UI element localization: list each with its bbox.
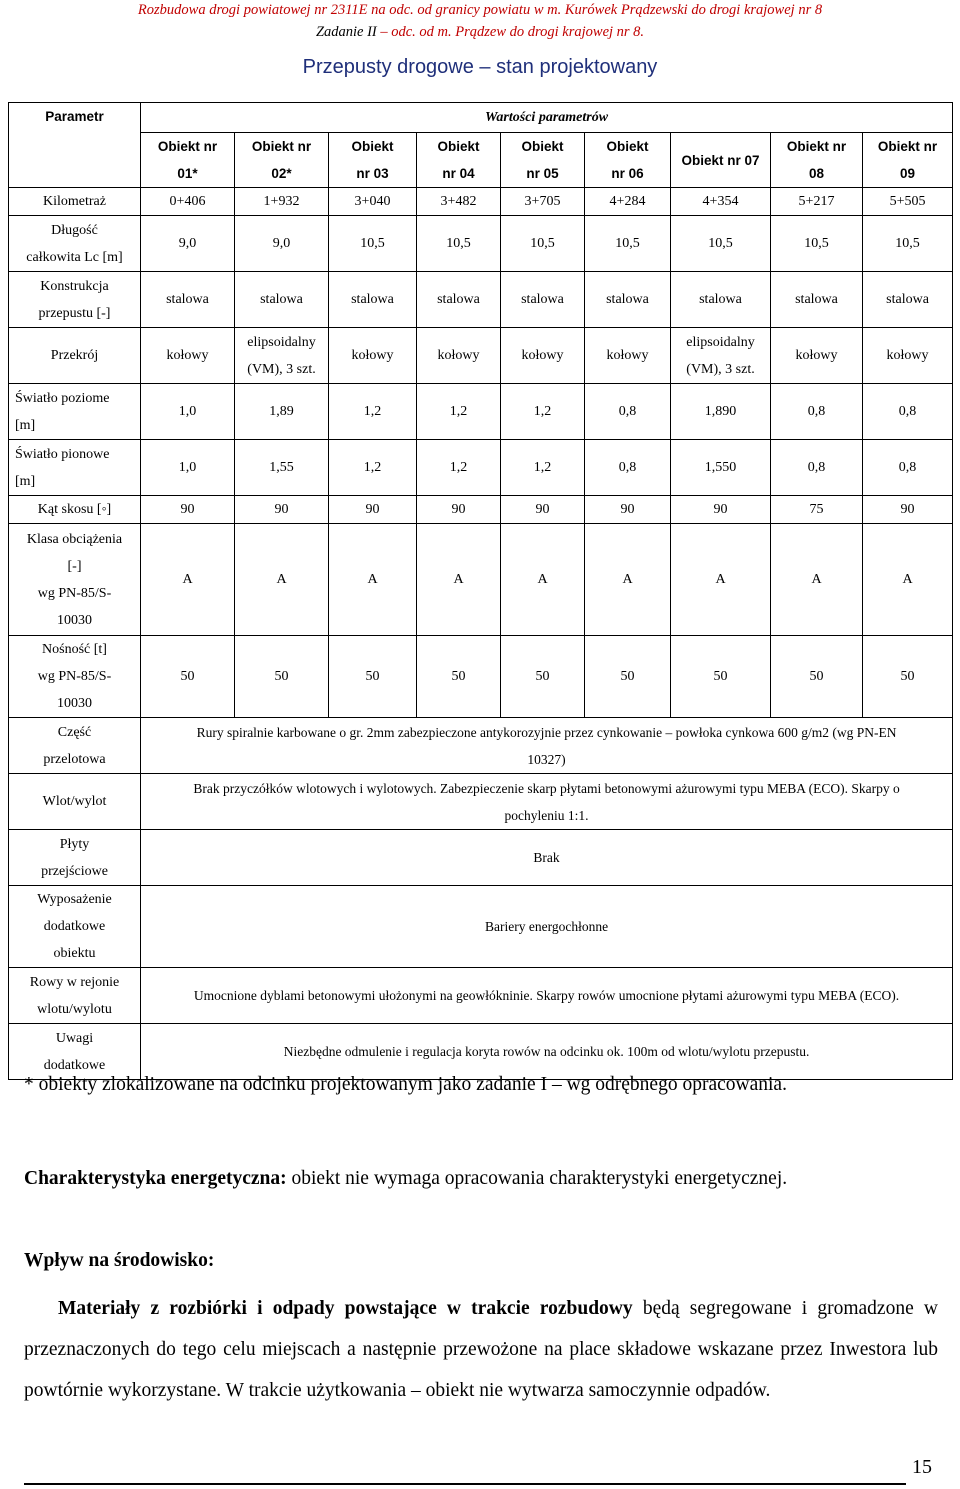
footnote: * obiekty zlokalizowane na odcinku projektowanym jako zadanie I – wg odrębnego opracowania. bbox=[24, 1074, 787, 1095]
row-klasa-obciazenia bbox=[9, 524, 953, 636]
value-cell: 1,2 bbox=[501, 384, 585, 440]
value-cell: 90 bbox=[417, 496, 501, 524]
value-cell: 1,0 bbox=[141, 384, 235, 440]
value-cell: kołowy bbox=[417, 328, 501, 384]
value-cell: 5+217 bbox=[771, 188, 863, 216]
objects-header-row bbox=[9, 133, 953, 188]
value-cell: 10,5 bbox=[863, 216, 953, 272]
value-cell: stalowa bbox=[863, 272, 953, 328]
value-cell: 3+482 bbox=[417, 188, 501, 216]
value-cell: 90 bbox=[501, 496, 585, 524]
row-plyty-przejsciowe bbox=[9, 830, 953, 886]
row-przekroj bbox=[9, 328, 953, 384]
merged-value-cell: Niezbędne odmulenie i regulacja koryta rowów na odcinku ok. 100m od wlotu/wylotu przepustu. bbox=[141, 1024, 953, 1080]
value-cell: 90 bbox=[585, 496, 671, 524]
energy-characteristic bbox=[24, 1168, 787, 1190]
environment-heading: Wpływ na środowisko: bbox=[24, 1250, 215, 1271]
value-cell: 4+284 bbox=[585, 188, 671, 216]
document-header-line1: Rozbudowa drogi powiatowej nr 2311E na odc. od granicy powiatu w m. Kurówek Prądzewski do drogi krajowej nr 8 bbox=[137, 2, 823, 18]
row-dlugosc bbox=[9, 216, 953, 272]
row-label: Przekrój bbox=[9, 328, 141, 384]
object-header: Obiekt nr 05 bbox=[501, 133, 585, 188]
value-cell: kołowy bbox=[501, 328, 585, 384]
value-cell: 50 bbox=[141, 636, 235, 718]
energy-label: Charakterystyka energetyczna: bbox=[24, 1168, 287, 1189]
value-cell: stalowa bbox=[585, 272, 671, 328]
value-cell: 50 bbox=[771, 636, 863, 718]
merged-value-cell: Bariery energochłonne bbox=[141, 886, 953, 968]
energy-text: obiekt nie wymaga opracowania charakterystyki energetycznej. bbox=[286, 1168, 788, 1189]
table-header-row bbox=[9, 103, 953, 133]
value-cell: 1,55 bbox=[235, 440, 329, 496]
value-cell: 50 bbox=[501, 636, 585, 718]
row-label: Uwagi dodatkowe bbox=[9, 1024, 141, 1080]
value-cell: 1,890 bbox=[671, 384, 771, 440]
value-cell: 90 bbox=[671, 496, 771, 524]
value-cell: stalowa bbox=[417, 272, 501, 328]
row-label: Światło pionowe [m] bbox=[9, 440, 141, 496]
value-cell: 10,5 bbox=[771, 216, 863, 272]
value-cell: 0,8 bbox=[771, 384, 863, 440]
value-cell: kołowy bbox=[771, 328, 863, 384]
value-cell: kołowy bbox=[141, 328, 235, 384]
document-header-line2 bbox=[0, 24, 960, 41]
row-label: Część przelotowa bbox=[9, 718, 141, 774]
merged-value-cell: Rury spiralnie karbowane o gr. 2mm zabezpieczone antykorozyjnie przez cynkowanie – powłoka cynkowa 600 g/m2 (wg PN-EN 10327) bbox=[141, 718, 953, 774]
value-cell: 9,0 bbox=[141, 216, 235, 272]
row-label: Kąt skosu [◦] bbox=[9, 496, 141, 524]
value-cell: 90 bbox=[329, 496, 417, 524]
row-swiatlo-pionowe bbox=[9, 440, 953, 496]
object-header: Obiekt nr 01* bbox=[141, 133, 235, 188]
value-cell: 1+932 bbox=[235, 188, 329, 216]
value-cell: 50 bbox=[863, 636, 953, 718]
row-nosnosc bbox=[9, 636, 953, 718]
value-cell: A bbox=[417, 524, 501, 636]
value-cell: 90 bbox=[863, 496, 953, 524]
value-cell: 1,2 bbox=[417, 440, 501, 496]
merged-value-cell: Brak przyczółków wlotowych i wylotowych. Zabezpieczenie skarp płytami betonowymi ażurowymi typu MEBA (ECO). Skarpy o pochyleniu 1:1. bbox=[141, 774, 953, 830]
value-cell: 10,5 bbox=[585, 216, 671, 272]
value-cell: stalowa bbox=[671, 272, 771, 328]
value-cell: 1,0 bbox=[141, 440, 235, 496]
row-wlot-wylot bbox=[9, 774, 953, 830]
value-cell: stalowa bbox=[235, 272, 329, 328]
value-cell: 0,8 bbox=[863, 384, 953, 440]
value-cell: stalowa bbox=[501, 272, 585, 328]
row-label: Nośność [t] wg PN-85/S- 10030 bbox=[9, 636, 141, 718]
merged-value-cell: Brak bbox=[141, 830, 953, 886]
value-cell: 50 bbox=[585, 636, 671, 718]
value-cell: 1,89 bbox=[235, 384, 329, 440]
value-cell: A bbox=[771, 524, 863, 636]
row-label: Kilometraż bbox=[9, 188, 141, 216]
environment-text: będą segregowane i gromadzone w przeznaczonych do tego celu miejscach a następnie przewożone na place składowe wskazane przez Inwestora lub powtórnie wykorzystane. W trakcie użytkowania – obiekt nie wytwarza samoczynnie odpadów. bbox=[24, 1298, 938, 1401]
value-cell: A bbox=[585, 524, 671, 636]
environment-bold-text: Materiały z rozbiórki i odpady powstające w trakcie rozbudowy bbox=[58, 1298, 633, 1319]
value-cell: elipsoidalny (VM), 3 szt. bbox=[671, 328, 771, 384]
value-cell: 4+354 bbox=[671, 188, 771, 216]
value-cell: A bbox=[501, 524, 585, 636]
value-cell: 0,8 bbox=[863, 440, 953, 496]
object-header: Obiekt nr 06 bbox=[585, 133, 671, 188]
row-label: Konstrukcja przepustu [-] bbox=[9, 272, 141, 328]
object-header: Obiekt nr 03 bbox=[329, 133, 417, 188]
value-cell: 3+040 bbox=[329, 188, 417, 216]
value-cell: 50 bbox=[235, 636, 329, 718]
value-cell: 0,8 bbox=[771, 440, 863, 496]
row-label: Światło poziome [m] bbox=[9, 384, 141, 440]
footer-rule bbox=[24, 1483, 906, 1485]
value-cell: 75 bbox=[771, 496, 863, 524]
page-number: 15 bbox=[912, 1456, 932, 1478]
row-label: Wlot/wylot bbox=[9, 774, 141, 830]
value-cell: 0,8 bbox=[585, 440, 671, 496]
value-cell: 1,2 bbox=[329, 384, 417, 440]
value-cell: 1,2 bbox=[417, 384, 501, 440]
value-cell: 10,5 bbox=[671, 216, 771, 272]
row-rowy bbox=[9, 968, 953, 1024]
value-cell: A bbox=[235, 524, 329, 636]
value-cell: A bbox=[671, 524, 771, 636]
object-header: Obiekt nr 07 bbox=[671, 133, 771, 188]
value-cell: A bbox=[329, 524, 417, 636]
value-cell: 10,5 bbox=[417, 216, 501, 272]
row-label: Długość całkowita Lc [m] bbox=[9, 216, 141, 272]
value-cell: 3+705 bbox=[501, 188, 585, 216]
row-swiatlo-poziome bbox=[9, 384, 953, 440]
row-label: Wyposażenie dodatkowe obiektu bbox=[9, 886, 141, 968]
row-label: Płyty przejściowe bbox=[9, 830, 141, 886]
value-cell: 50 bbox=[329, 636, 417, 718]
value-cell: 0,8 bbox=[585, 384, 671, 440]
value-cell: 1,2 bbox=[501, 440, 585, 496]
value-cell: 5+505 bbox=[863, 188, 953, 216]
header-task-range: – odc. od m. Prądzew do drogi krajowej nr 8. bbox=[380, 24, 645, 40]
value-cell: kołowy bbox=[329, 328, 417, 384]
value-cell: 90 bbox=[141, 496, 235, 524]
row-konstrukcja bbox=[9, 272, 953, 328]
row-uwagi bbox=[9, 1024, 953, 1080]
page-title: Przepusty drogowe – stan projektowany bbox=[302, 56, 658, 78]
object-header: Obiekt nr 02* bbox=[235, 133, 329, 188]
value-cell: 10,5 bbox=[501, 216, 585, 272]
value-cell: 50 bbox=[417, 636, 501, 718]
value-cell: A bbox=[863, 524, 953, 636]
value-cell: 1,2 bbox=[329, 440, 417, 496]
environment-paragraph bbox=[24, 1288, 938, 1411]
value-cell: stalowa bbox=[771, 272, 863, 328]
object-header: Obiekt nr 09 bbox=[863, 133, 953, 188]
value-cell: 1,550 bbox=[671, 440, 771, 496]
value-cell: elipsoidalny (VM), 3 szt. bbox=[235, 328, 329, 384]
param-header-cell: Parametr bbox=[9, 103, 141, 188]
row-czesc-przelotowa bbox=[9, 718, 953, 774]
value-cell: 50 bbox=[671, 636, 771, 718]
row-label: Klasa obciążenia [-] wg PN-85/S- 10030 bbox=[9, 524, 141, 636]
object-header: Obiekt nr 04 bbox=[417, 133, 501, 188]
value-cell: stalowa bbox=[141, 272, 235, 328]
row-label: Rowy w rejonie wlotu/wylotu bbox=[9, 968, 141, 1024]
values-header-cell: Wartości parametrów bbox=[141, 103, 953, 133]
value-cell: 9,0 bbox=[235, 216, 329, 272]
value-cell: kołowy bbox=[585, 328, 671, 384]
value-cell: stalowa bbox=[329, 272, 417, 328]
culvert-parameters-table bbox=[8, 102, 953, 1080]
value-cell: 0+406 bbox=[141, 188, 235, 216]
header-task-label: Zadanie II bbox=[315, 24, 377, 40]
row-kat-skosu bbox=[9, 496, 953, 524]
value-cell: A bbox=[141, 524, 235, 636]
merged-value-cell: Umocnione dyblami betonowymi ułożonymi na geowłókninie. Skarpy rowów umocnione płytami ażurowymi typu MEBA (ECO). bbox=[141, 968, 953, 1024]
row-kilometraz bbox=[9, 188, 953, 216]
value-cell: kołowy bbox=[863, 328, 953, 384]
row-wyposazenie bbox=[9, 886, 953, 968]
object-header: Obiekt nr 08 bbox=[771, 133, 863, 188]
value-cell: 90 bbox=[235, 496, 329, 524]
value-cell: 10,5 bbox=[329, 216, 417, 272]
